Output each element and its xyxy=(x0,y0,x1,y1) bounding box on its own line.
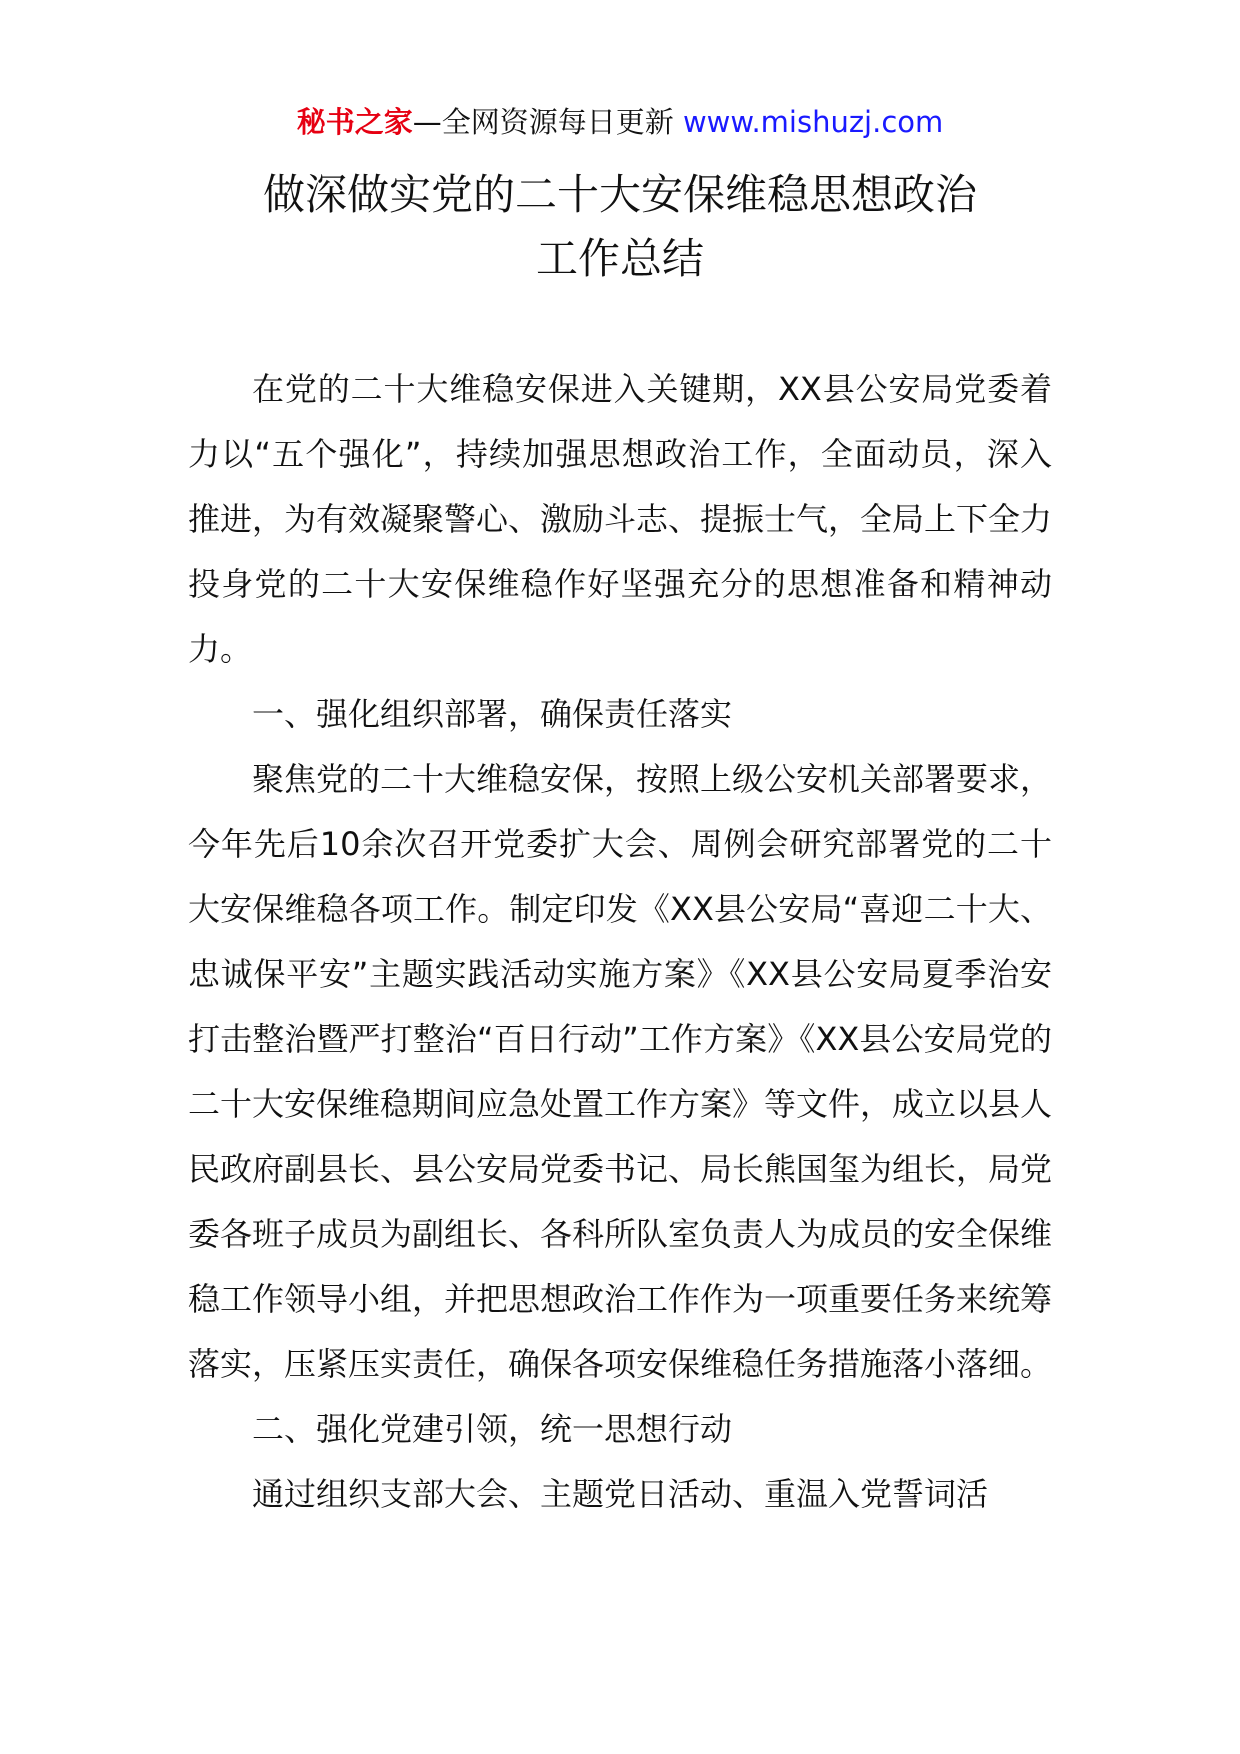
title-line-1: 做深做实党的二十大安保维稳思想政治 xyxy=(262,170,977,219)
section-2-paragraph: 通过组织支部大会、主题党日活动、重温入党誓词活 xyxy=(252,1475,989,1513)
section-1-paragraph: 聚焦党的二十大维稳安保，按照上级公安机关部署要求，今年先后10余次召开党委扩大会、周例会研究部署党的二十大安保维稳各项工作。制定印发《XX县公安局“喜迎二十大、忠诚保平安”主题实践活动实施方案》《XX县公安局夏季治安打击整治暨严打整治“百日行动”工作方案》《XX县公安局党的二十大安保维稳期间应急处置工作方案》等文件，成立以县人民政府副县长、县公安局党委书记、局长熊国玺为组长，局党委各班子成员为副组长、各科所队室负责人为成员的安全保维稳工作领导小组，并把思想政治工作作为一项重要任务来统筹落实，压紧压实责任，确保各项安保维稳任务措施落小落细。 xyxy=(188,760,1053,1383)
header-tagline: —全网资源每日更新 xyxy=(412,105,683,139)
section-heading-2: 二、强化党建引领，统一思想行动 xyxy=(252,1410,733,1448)
site-header xyxy=(0,100,1240,144)
document-title xyxy=(0,163,1240,291)
brand-name: 秘书之家 xyxy=(296,105,413,139)
section-heading-1: 一、强化组织部署，确保责任落实 xyxy=(252,695,733,733)
site-url-link[interactable]: www.mishuzj.com xyxy=(682,105,944,139)
document-body xyxy=(188,357,1052,1527)
intro-paragraph: 在党的二十大维稳安保进入关键期，XX县公安局党委着力以“五个强化”，持续加强思想政治工作，全面动员，深入推进，为有效凝聚警心、激励斗志、提振士气，全局上下全力投身党的二十大安保维稳作好坚强充分的思想准备和精神动力。 xyxy=(188,370,1053,668)
title-line-2: 工作总结 xyxy=(535,234,704,283)
